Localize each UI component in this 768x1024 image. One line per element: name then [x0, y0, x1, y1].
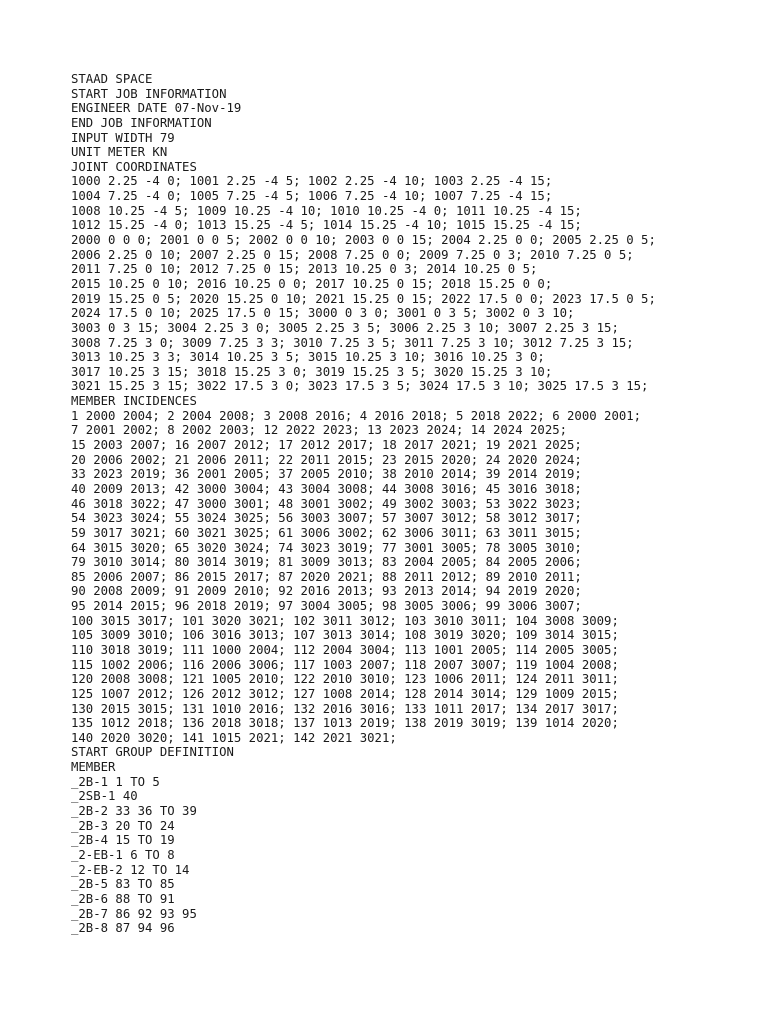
text-line: _2B-3 20 TO 24	[71, 818, 175, 833]
text-line: 105 3009 3010; 106 3016 3013; 107 3013 3014; 108 3019 3020; 109 3014 3015;	[71, 628, 619, 643]
text-line: 15 2003 2007; 16 2007 2012; 17 2012 2017; 18 2017 2021; 19 2021 2025;	[71, 438, 582, 453]
text-line: 20 2006 2002; 21 2006 2011; 22 2011 2015; 23 2015 2020; 24 2020 2024;	[71, 452, 582, 467]
staad-input-text	[71, 72, 656, 936]
text-line: 54 3023 3024; 55 3024 3025; 56 3003 3007; 57 3007 3012; 58 3012 3017;	[71, 511, 582, 526]
text-line: 2019 15.25 0 5; 2020 15.25 0 10; 2021 15.25 0 15; 2022 17.5 0 0; 2023 17.5 0 5;	[71, 291, 656, 306]
text-line: _2-EB-2 12 TO 14	[71, 862, 190, 877]
text-line: _2SB-1 40	[71, 789, 138, 804]
text-line: MEMBER INCIDENCES	[71, 394, 197, 409]
text-line: _2B-1 1 TO 5	[71, 774, 160, 789]
text-line: STAAD SPACE	[71, 72, 153, 86]
text-line: 95 2014 2015; 96 2018 2019; 97 3004 3005; 98 3005 3006; 99 3006 3007;	[71, 599, 582, 614]
text-line: UNIT METER KN	[71, 145, 168, 160]
text-line: 3008 7.25 3 0; 3009 7.25 3 3; 3010 7.25 3 5; 3011 7.25 3 10; 3012 7.25 3 15;	[71, 335, 634, 350]
text-line: 1012 15.25 -4 0; 1013 15.25 -4 5; 1014 15.25 -4 10; 1015 15.25 -4 15;	[71, 218, 582, 233]
text-line: ENGINEER DATE 07-Nov-19	[71, 101, 242, 116]
text-line: 110 3018 3019; 111 1000 2004; 112 2004 3004; 113 1001 2005; 114 2005 3005;	[71, 642, 619, 657]
text-line: 115 1002 2006; 116 2006 3006; 117 1003 2007; 118 2007 3007; 119 1004 2008;	[71, 657, 619, 672]
text-line: 135 1012 2018; 136 2018 3018; 137 1013 2019; 138 2019 3019; 139 1014 2020;	[71, 716, 619, 731]
text-line: MEMBER	[71, 760, 116, 775]
text-line: 3017 10.25 3 15; 3018 15.25 3 0; 3019 15.25 3 5; 3020 15.25 3 10;	[71, 364, 553, 379]
text-line: _2B-4 15 TO 19	[71, 833, 175, 848]
text-line: 79 3010 3014; 80 3014 3019; 81 3009 3013; 83 2004 2005; 84 2005 2006;	[71, 555, 582, 570]
text-line: 33 2023 2019; 36 2001 2005; 37 2005 2010; 38 2010 2014; 39 2014 2019;	[71, 467, 582, 482]
text-line: 140 2020 3020; 141 1015 2021; 142 2021 3021;	[71, 730, 397, 745]
text-line: _2B-2 33 36 TO 39	[71, 804, 197, 819]
text-line: 90 2008 2009; 91 2009 2010; 92 2016 2013; 93 2013 2014; 94 2019 2020;	[71, 584, 582, 599]
text-line: END JOB INFORMATION	[71, 115, 212, 130]
text-line: 1008 10.25 -4 5; 1009 10.25 -4 10; 1010 10.25 -4 0; 1011 10.25 -4 15;	[71, 203, 582, 218]
text-line: _2B-8 87 94 96	[71, 921, 175, 936]
text-line: START JOB INFORMATION	[71, 86, 227, 101]
text-line: 1004 7.25 -4 0; 1005 7.25 -4 5; 1006 7.25 -4 10; 1007 7.25 -4 15;	[71, 189, 553, 204]
text-line: 1000 2.25 -4 0; 1001 2.25 -4 5; 1002 2.25 -4 10; 1003 2.25 -4 15;	[71, 174, 553, 189]
text-line: 2000 0 0 0; 2001 0 0 5; 2002 0 0 10; 2003 0 0 15; 2004 2.25 0 0; 2005 2.25 0 5;	[71, 233, 656, 248]
text-line: 1 2000 2004; 2 2004 2008; 3 2008 2016; 4 2016 2018; 5 2018 2022; 6 2000 2001;	[71, 408, 642, 423]
text-line: 2006 2.25 0 10; 2007 2.25 0 15; 2008 7.25 0 0; 2009 7.25 0 3; 2010 7.25 0 5;	[71, 247, 634, 262]
text-line: _2-EB-1 6 TO 8	[71, 847, 175, 862]
text-line: INPUT WIDTH 79	[71, 130, 175, 145]
text-line: _2B-5 83 TO 85	[71, 877, 175, 892]
text-line: 3013 10.25 3 3; 3014 10.25 3 5; 3015 10.25 3 10; 3016 10.25 3 0;	[71, 350, 545, 365]
text-line: 64 3015 3020; 65 3020 3024; 74 3023 3019; 77 3001 3005; 78 3005 3010;	[71, 540, 582, 555]
text-line: 59 3017 3021; 60 3021 3025; 61 3006 3002; 62 3006 3011; 63 3011 3015;	[71, 525, 582, 540]
text-line: _2B-7 86 92 93 95	[71, 906, 197, 921]
text-line: 7 2001 2002; 8 2002 2003; 12 2022 2023; 13 2023 2024; 14 2024 2025;	[71, 423, 568, 438]
text-line: 2024 17.5 0 10; 2025 17.5 0 15; 3000 0 3 0; 3001 0 3 5; 3002 0 3 10;	[71, 306, 575, 321]
text-line: 100 3015 3017; 101 3020 3021; 102 3011 3012; 103 3010 3011; 104 3008 3009;	[71, 613, 619, 628]
text-line: 120 2008 3008; 121 1005 2010; 122 2010 3010; 123 1006 2011; 124 2011 3011;	[71, 672, 619, 687]
text-line: 46 3018 3022; 47 3000 3001; 48 3001 3002; 49 3002 3003; 53 3022 3023;	[71, 496, 582, 511]
text-line: 125 1007 2012; 126 2012 3012; 127 1008 2014; 128 2014 3014; 129 1009 2015;	[71, 686, 619, 701]
text-line: 2015 10.25 0 10; 2016 10.25 0 0; 2017 10.25 0 15; 2018 15.25 0 0;	[71, 276, 553, 291]
text-line: 130 2015 3015; 131 1010 2016; 132 2016 3016; 133 1011 2017; 134 2017 3017;	[71, 701, 619, 716]
text-line: 2011 7.25 0 10; 2012 7.25 0 15; 2013 10.25 0 3; 2014 10.25 0 5;	[71, 262, 538, 277]
text-line: 85 2006 2007; 86 2015 2017; 87 2020 2021; 88 2011 2012; 89 2010 2011;	[71, 569, 582, 584]
text-line: _2B-6 88 TO 91	[71, 891, 175, 906]
text-line: 3003 0 3 15; 3004 2.25 3 0; 3005 2.25 3 5; 3006 2.25 3 10; 3007 2.25 3 15;	[71, 320, 619, 335]
text-line: JOINT COORDINATES	[71, 159, 197, 174]
text-line: 3021 15.25 3 15; 3022 17.5 3 0; 3023 17.5 3 5; 3024 17.5 3 10; 3025 17.5 3 15;	[71, 379, 649, 394]
text-line: START GROUP DEFINITION	[71, 745, 234, 760]
text-line: 40 2009 2013; 42 3000 3004; 43 3004 3008; 44 3008 3016; 45 3016 3018;	[71, 481, 582, 496]
